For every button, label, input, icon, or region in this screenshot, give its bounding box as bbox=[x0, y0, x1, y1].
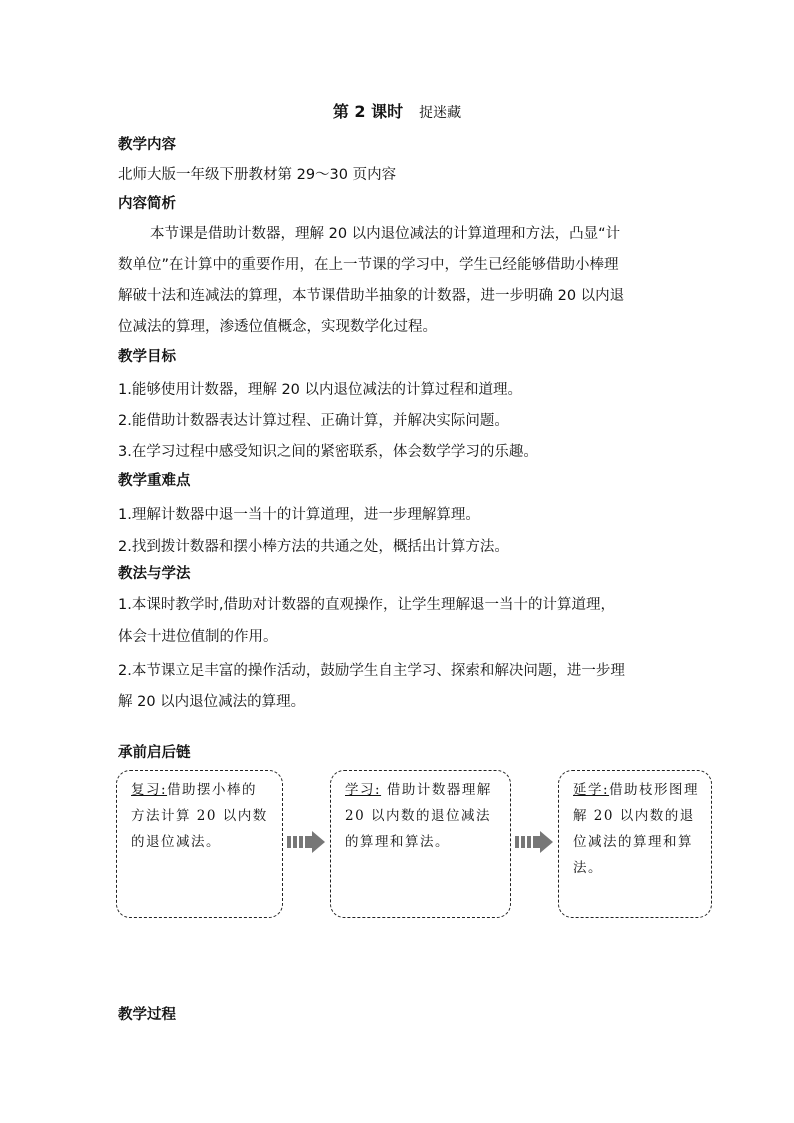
lesson-title bbox=[0, 99, 794, 122]
flow-text: 借助摆小棒的方法计算 20 以内数的退位减法。 bbox=[131, 782, 268, 850]
flow-label: 学习: bbox=[345, 782, 382, 798]
goal-item: 3.在学习过程中感受知识之间的紧密联系，体会数学学习的乐趣。 bbox=[118, 444, 538, 460]
flow-box-review bbox=[116, 770, 283, 918]
analysis-line: 数单位”在计算中的重要作用，在上一节课的学习中，学生已经能够借助小棒理 bbox=[118, 257, 619, 273]
analysis-line: 解破十法和连减法的算理，本节课借助半抽象的计数器，进一步明确 20 以内退 bbox=[118, 288, 625, 304]
lesson-topic: 捉迷藏 bbox=[419, 105, 462, 121]
analysis-heading: 内容简析 bbox=[118, 196, 176, 212]
lesson-number: 第 2 课时 bbox=[332, 102, 404, 121]
keypoints-heading: 教学重难点 bbox=[118, 473, 191, 489]
flow-label: 复习: bbox=[131, 782, 168, 798]
flow-box-extend bbox=[558, 770, 712, 918]
analysis-line: 位减法的算理，渗透位值概念，实现数学化过程。 bbox=[118, 319, 437, 335]
content-heading: 教学内容 bbox=[118, 137, 176, 153]
chain-heading: 承前启后链 bbox=[118, 745, 191, 761]
flow-text: 借助枝形图理解 20 以内数的退位减法的算理和算法。 bbox=[573, 782, 700, 876]
methods-line: 2.本节课立足丰富的操作活动，鼓励学生自主学习、探索和解决问题，进一步理 bbox=[118, 663, 625, 679]
flow-box-learn bbox=[330, 770, 511, 918]
methods-heading: 教法与学法 bbox=[118, 566, 191, 582]
goal-item: 1.能够使用计数器，理解 20 以内退位减法的计算过程和道理。 bbox=[118, 382, 523, 398]
process-heading: 教学过程 bbox=[118, 1007, 176, 1023]
flow-arrow-icon bbox=[514, 831, 554, 853]
methods-line: 解 20 以内退位减法的算理。 bbox=[118, 694, 306, 710]
flow-label: 延学: bbox=[573, 782, 610, 798]
flow-text: 借助计数器理解 20 以内数的退位减法的算理和算法。 bbox=[345, 782, 492, 850]
goal-item: 2.能借助计数器表达计算过程、正确计算，并解决实际问题。 bbox=[118, 413, 509, 429]
analysis-line: 本节课是借助计数器，理解 20 以内退位减法的计算道理和方法，凸显“计 bbox=[150, 226, 621, 242]
goals-heading: 教学目标 bbox=[118, 349, 176, 365]
keypoint-item: 1.理解计数器中退一当十的计算道理，进一步理解算理。 bbox=[118, 507, 480, 523]
flow-arrow-icon bbox=[286, 831, 326, 853]
methods-line: 1.本课时教学时,借助对计数器的直观操作，让学生理解退一当十的计算道理， bbox=[118, 597, 615, 613]
keypoint-item: 2.找到拨计数器和摆小棒方法的共通之处，概括出计算方法。 bbox=[118, 539, 509, 555]
content-text: 北师大版一年级下册教材第 29～30 页内容 bbox=[118, 167, 397, 183]
methods-line: 体会十进位值制的作用。 bbox=[118, 629, 278, 645]
